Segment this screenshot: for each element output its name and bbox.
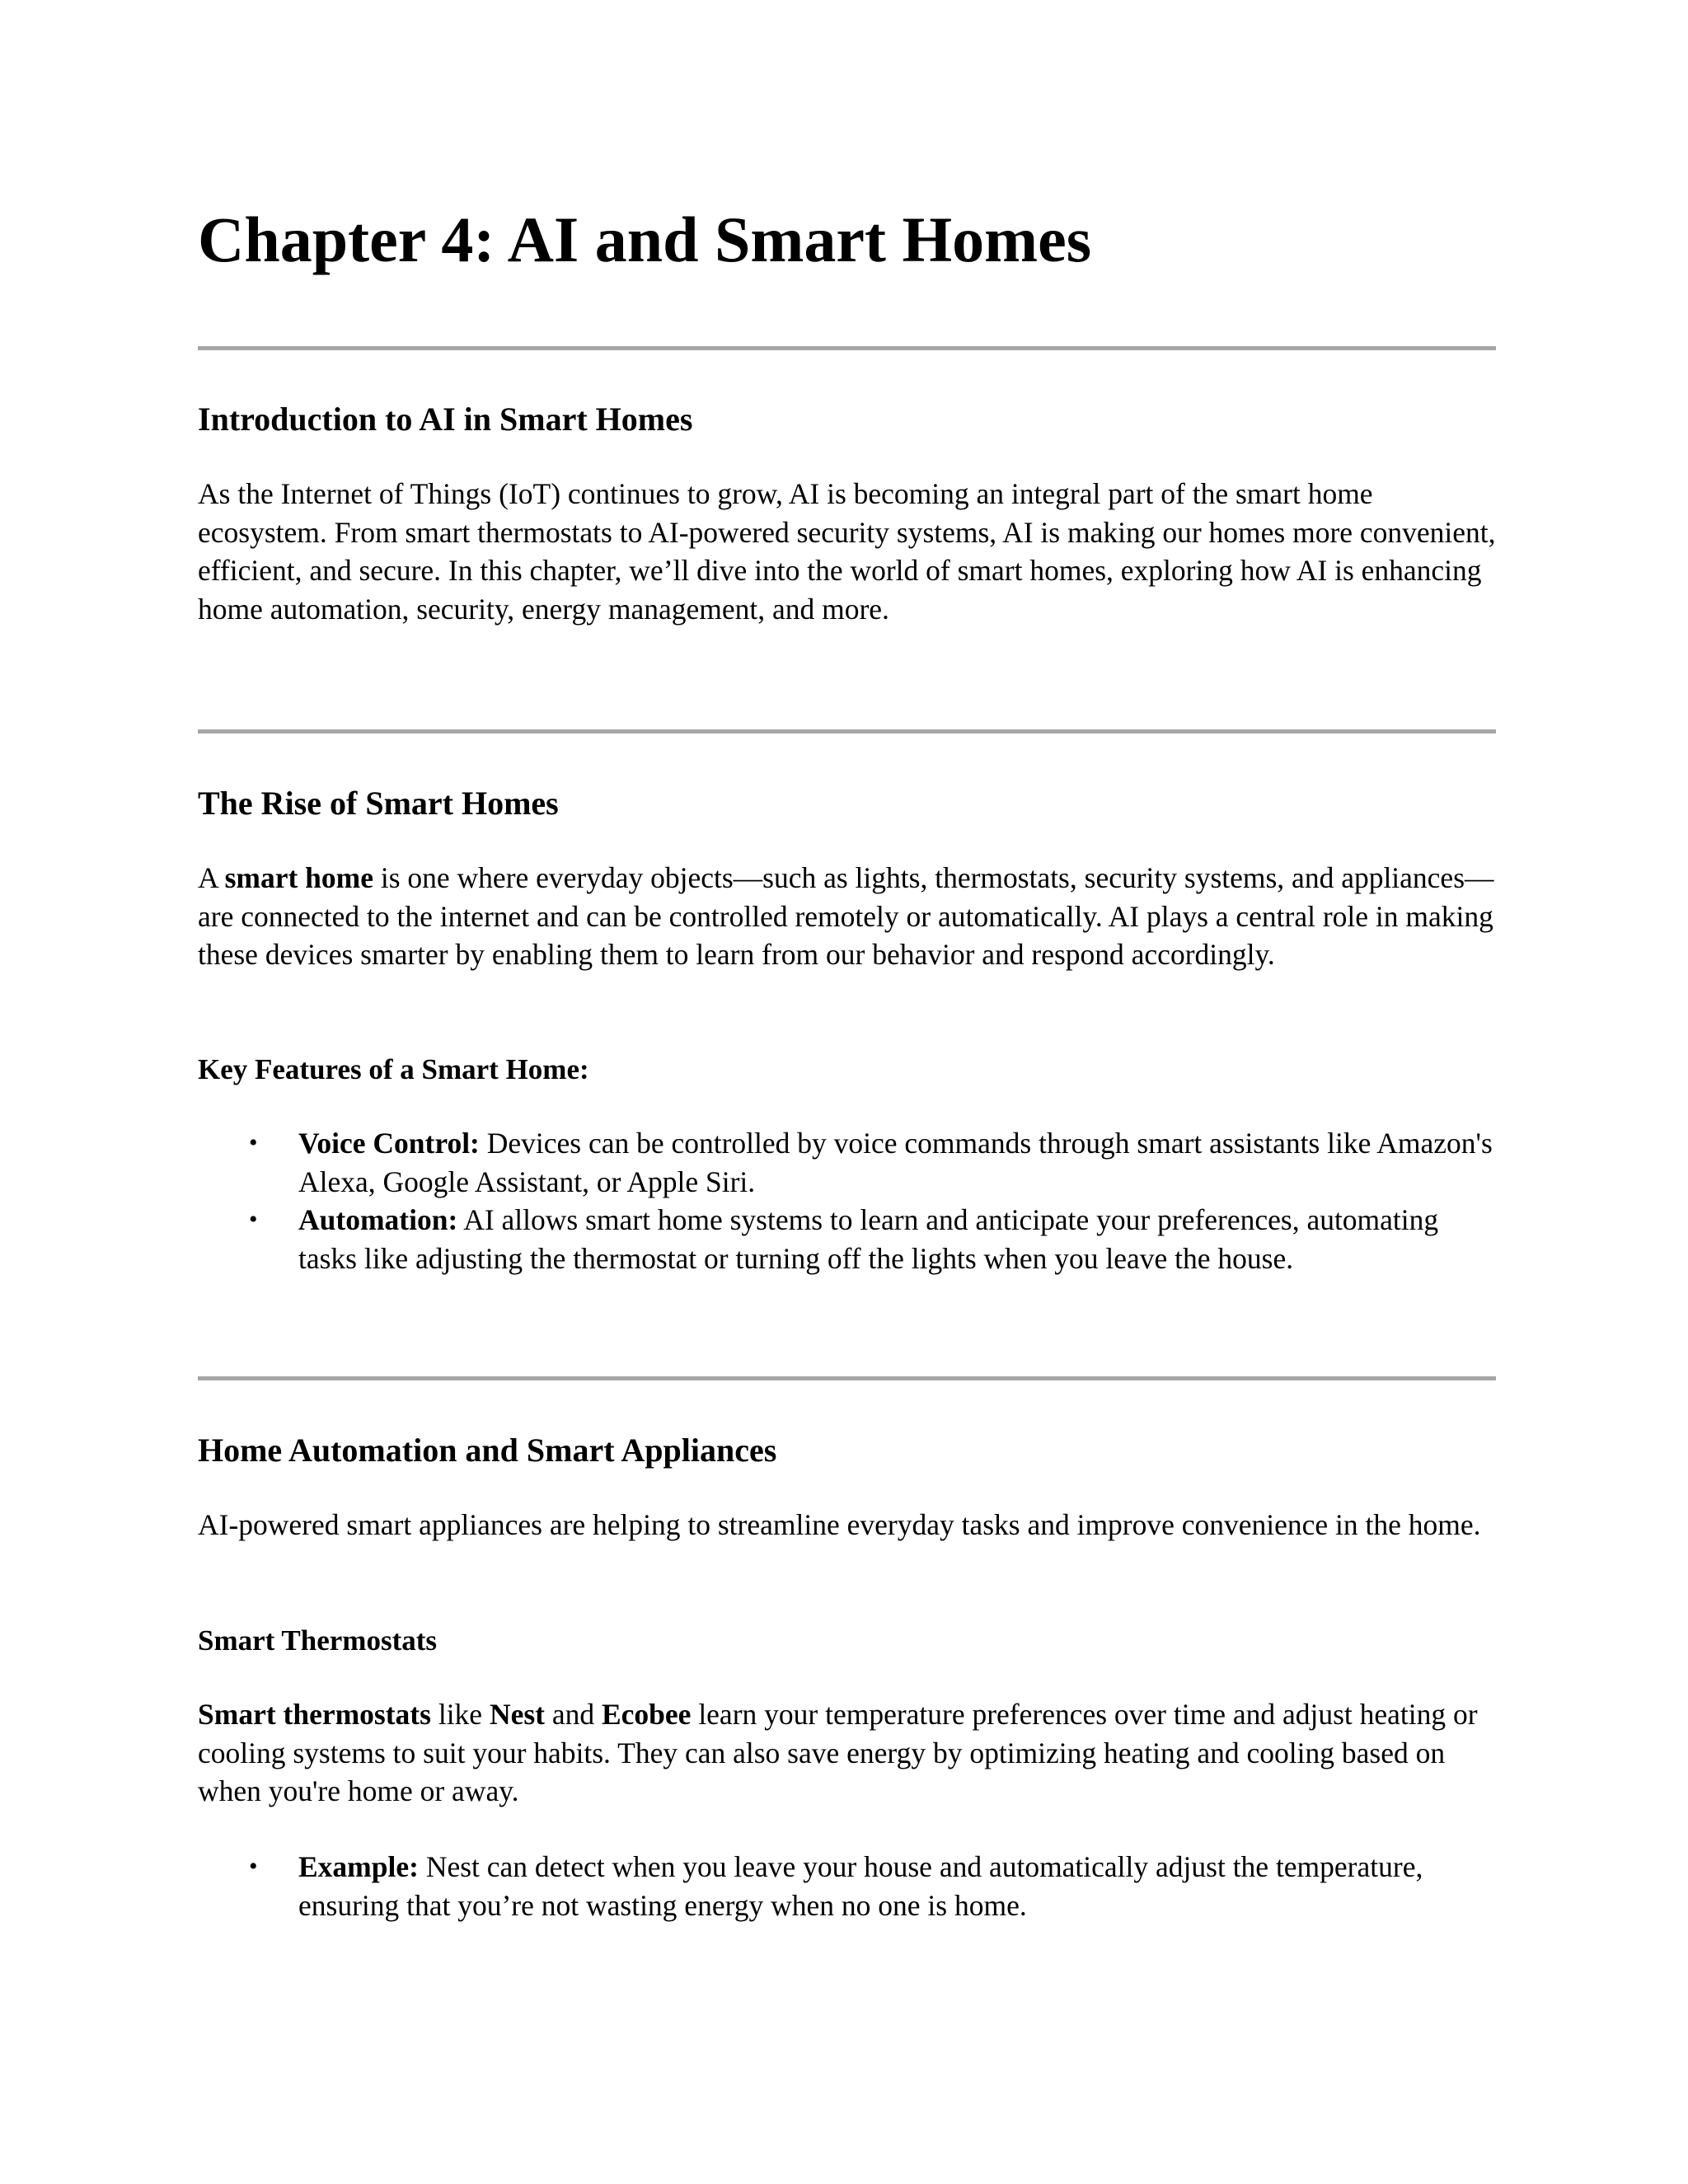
intro-paragraph: As the Internet of Things (IoT) continues to grow, AI is becoming an integral part of the smart home ecosystem. From smart thermostats to AI-powered security systems, AI is making our homes more convenient, efficient, and secure. In this chapter, we’ll dive into the world of smart homes, exploring how AI is enhancing home automation, security, energy management, and more. — [198, 477, 1496, 626]
intro-heading: Introduction to AI in Smart Homes — [198, 401, 693, 438]
divider-rule — [198, 1376, 1496, 1380]
list-item — [198, 1848, 1496, 1924]
list-item — [198, 1124, 1496, 1201]
automation-heading: Home Automation and Smart Appliances — [198, 1432, 777, 1469]
chapter-title: Chapter 4: AI and Smart Homes — [198, 204, 1092, 275]
feature-label: Automation: — [298, 1203, 458, 1236]
thermostats-paragraph — [198, 1695, 1496, 1811]
automation-paragraph: AI-powered smart appliances are helping to streamline everyday tasks and improve convenience in the home. — [198, 1508, 1481, 1541]
bullet-icon: • — [249, 1853, 258, 1880]
example-text: Nest can detect when you leave your house and automatically adjust the temperature, ensuring that you’re not wasting energy when no one is home. — [298, 1850, 1423, 1922]
rise-text-end: is one where everyday objects—such as lights, thermostats, security systems, and appliances—are connected to the internet and can be controlled remotely or automatically. AI plays a central role in making these devices smarter by enabling them to learn from our behavior and respond accordingly. — [198, 861, 1494, 971]
bold-term: Smart thermostats — [198, 1698, 431, 1731]
feature-text: Devices can be controlled by voice commands through smart assistants like Amazon's Alexa, Google Assistant, or Apple Siri. — [298, 1127, 1493, 1198]
thermostats-heading: Smart Thermostats — [198, 1624, 438, 1657]
bold-term: Ecobee — [601, 1698, 692, 1731]
example-label: Example: — [298, 1850, 419, 1883]
text-run: learn your temperature preferences over time and adjust heating or cooling systems to suit your habits. They can also save energy by optimizing heating and cooling based on when you're home or away. — [198, 1698, 1478, 1807]
divider-rule — [198, 346, 1496, 350]
list-item — [198, 1201, 1496, 1277]
rise-heading: The Rise of Smart Homes — [198, 785, 559, 822]
example-list — [198, 1848, 1496, 1924]
rise-bold-term: smart home — [224, 861, 373, 894]
text-run: like — [430, 1698, 490, 1731]
rise-text-start: A — [198, 861, 225, 894]
feature-label: Voice Control: — [298, 1127, 480, 1160]
feature-text: AI allows smart home systems to learn and anticipate your preferences, automating tasks like adjusting the thermostat or turning off the lights when you leave the house. — [298, 1203, 1439, 1275]
text-run: and — [544, 1698, 602, 1731]
divider-rule — [198, 729, 1496, 733]
features-heading: Key Features of a Smart Home: — [198, 1053, 589, 1085]
bold-term: Nest — [489, 1698, 545, 1731]
bullet-icon: • — [249, 1129, 258, 1156]
bullet-icon: • — [249, 1206, 258, 1233]
features-list — [198, 1124, 1496, 1277]
rise-paragraph — [198, 859, 1496, 974]
